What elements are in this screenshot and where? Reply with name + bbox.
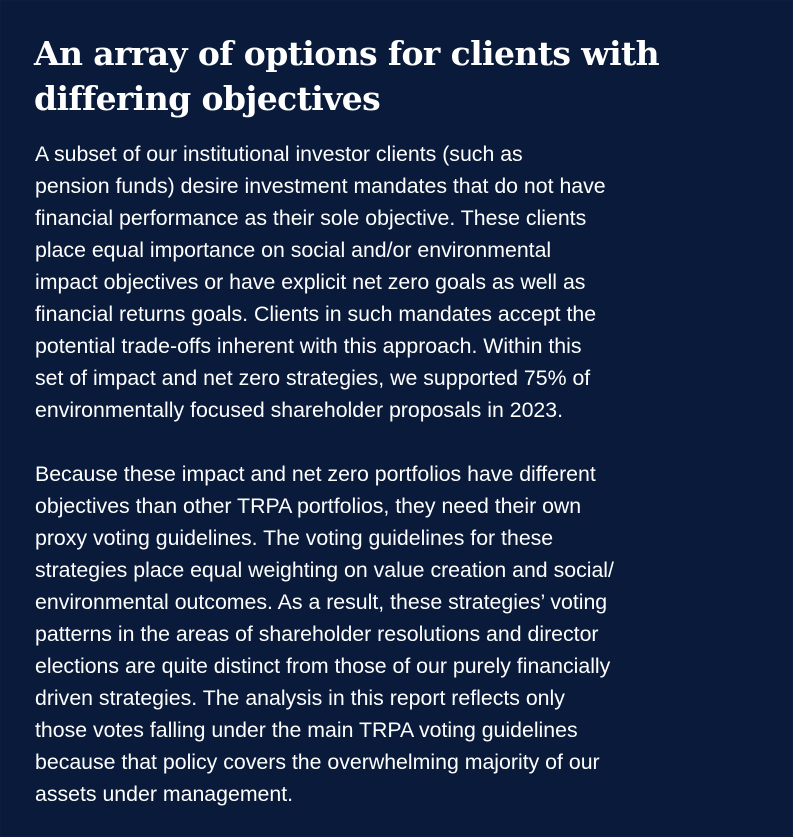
text-line: potential trade-offs inherent with this approach. Within this <box>35 334 582 358</box>
heading-line: differing objectives <box>34 79 381 118</box>
paragraph-1 <box>35 138 775 426</box>
text-line: those votes falling under the main TRPA voting guidelines <box>35 718 578 742</box>
text-line: objectives than other TRPA portfolios, they need their own <box>35 494 582 518</box>
text-line: because that policy covers the overwhelming majority of our <box>35 750 600 774</box>
text-line: driven strategies. The analysis in this report reflects only <box>35 686 565 710</box>
text-line: place equal importance on social and/or environmental <box>35 238 552 262</box>
text-line: elections are quite distinct from those of our purely financially <box>35 654 611 678</box>
paragraph-2 <box>35 458 775 810</box>
text-line: financial performance as their sole objective. These clients <box>35 206 587 230</box>
text-line: Because these impact and net zero portfolios have different <box>35 462 596 486</box>
text-line: financial returns goals. Clients in such mandates accept the <box>35 302 597 326</box>
text-line: proxy voting guidelines. The voting guidelines for these <box>35 526 554 550</box>
text-line: patterns in the areas of shareholder resolutions and director <box>35 622 599 646</box>
text-line: A subset of our institutional investor clients (such as <box>35 142 523 166</box>
text-line: assets under management. <box>35 782 294 806</box>
text-line: environmentally focused shareholder proposals in 2023. <box>35 398 564 422</box>
text-line: impact objectives or have explicit net zero goals as well as <box>35 270 586 294</box>
text-line: set of impact and net zero strategies, we supported 75% of <box>35 366 591 390</box>
text-line: environmental outcomes. As a result, these strategies’ voting <box>35 590 608 614</box>
body-text <box>35 138 775 810</box>
heading-line: An array of options for clients with <box>34 34 660 73</box>
text-line: strategies place equal weighting on value creation and social/ <box>35 558 614 582</box>
section-heading <box>34 31 754 121</box>
text-line: pension funds) desire investment mandates that do not have <box>35 174 606 198</box>
